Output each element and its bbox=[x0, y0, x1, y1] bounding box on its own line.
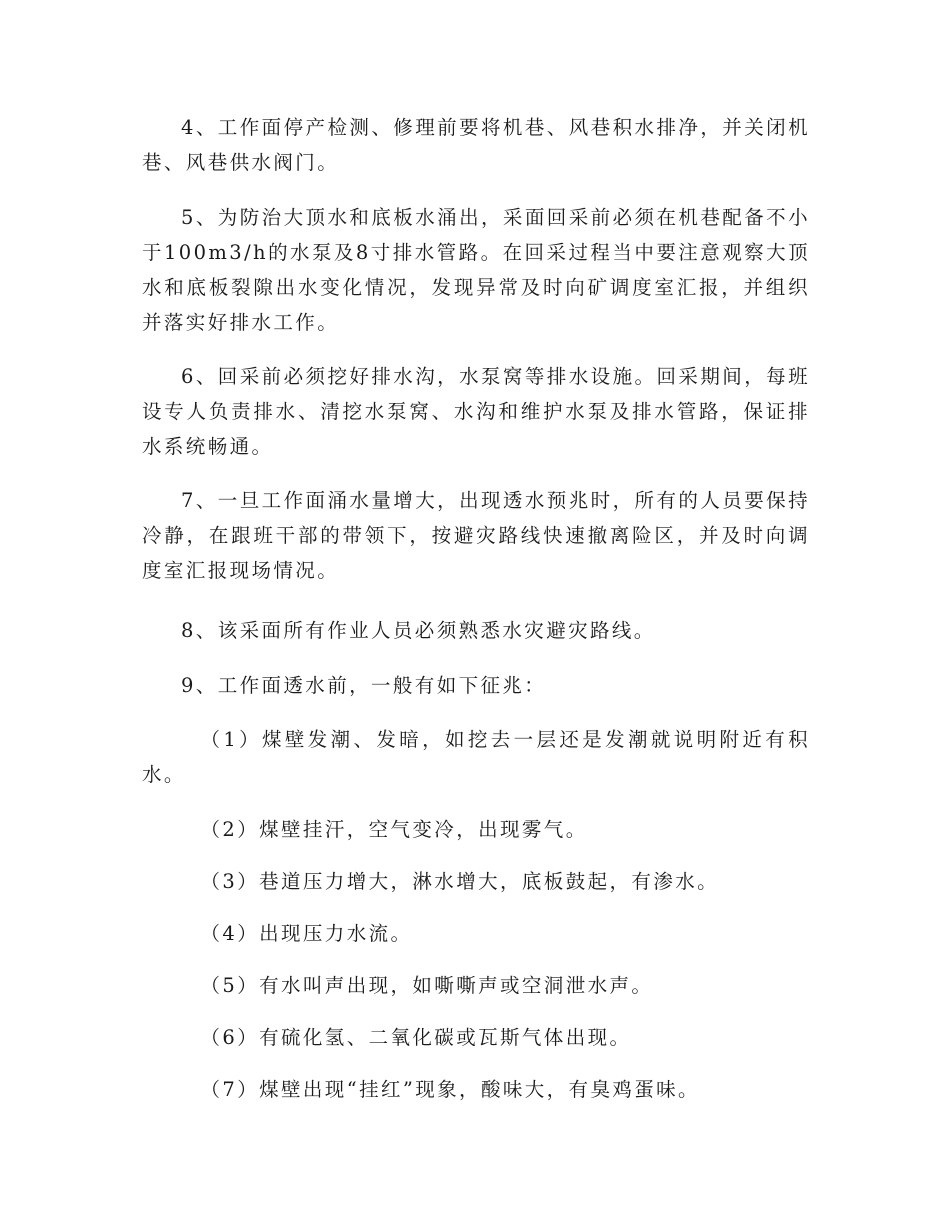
paragraph-8: 8、该采面所有作业人员必须熟悉水灾避灾路线。 bbox=[181, 619, 656, 642]
paragraph-5: 5、为防治大顶水和底板水涌出，采面回采前必须在机巷配备不小于100m3/h的水泵及8寸排水管路。在回采过程当中要注意观察大顶水和底板裂隙出水变化情况，发现异常及时向矿调度室汇报，并组织并落实好排水工作。 bbox=[142, 206, 810, 334]
sign-item-6: （6）有硫化氢、二氧化碳或瓦斯气体出现。 bbox=[200, 1026, 632, 1049]
sign-item-5: （5）有水叫声出现，如嘶嘶声或空洞泄水声。 bbox=[200, 974, 654, 997]
sign-item-2: （2）煤壁挂汗，空气变冷，出现雾气。 bbox=[200, 818, 588, 841]
sign-item-3: （3）巷道压力增大，淋水增大，底板鼓起，有渗水。 bbox=[200, 870, 720, 893]
sign-item-1: （1）煤壁发潮、发暗，如挖去一层还是发潮就说明附近有积水。 bbox=[142, 728, 810, 786]
sign-item-4: （4）出现压力水流。 bbox=[200, 922, 413, 945]
paragraph-9: 9、工作面透水前，一般有如下征兆： bbox=[181, 674, 547, 697]
paragraph-7: 7、一旦工作面涌水量增大，出现透水预兆时，所有的人员要保持冷静，在跟班干部的带领下，按避灾路线快速撤离险区，并及时向调度室汇报现场情况。 bbox=[142, 489, 810, 582]
paragraph-6: 6、回采前必须挖好排水沟，水泵窝等排水设施。回采期间，每班设专人负责排水、清挖水泵窝、水沟和维护水泵及排水管路，保证排水系统畅通。 bbox=[142, 365, 810, 458]
paragraph-4: 4、工作面停产检测、修理前要将机巷、风巷积水排净，并关闭机巷、风巷供水阀门。 bbox=[142, 116, 810, 174]
sign-item-7: （7）煤壁出现“挂红”现象，酸味大，有臭鸡蛋味。 bbox=[200, 1078, 700, 1101]
